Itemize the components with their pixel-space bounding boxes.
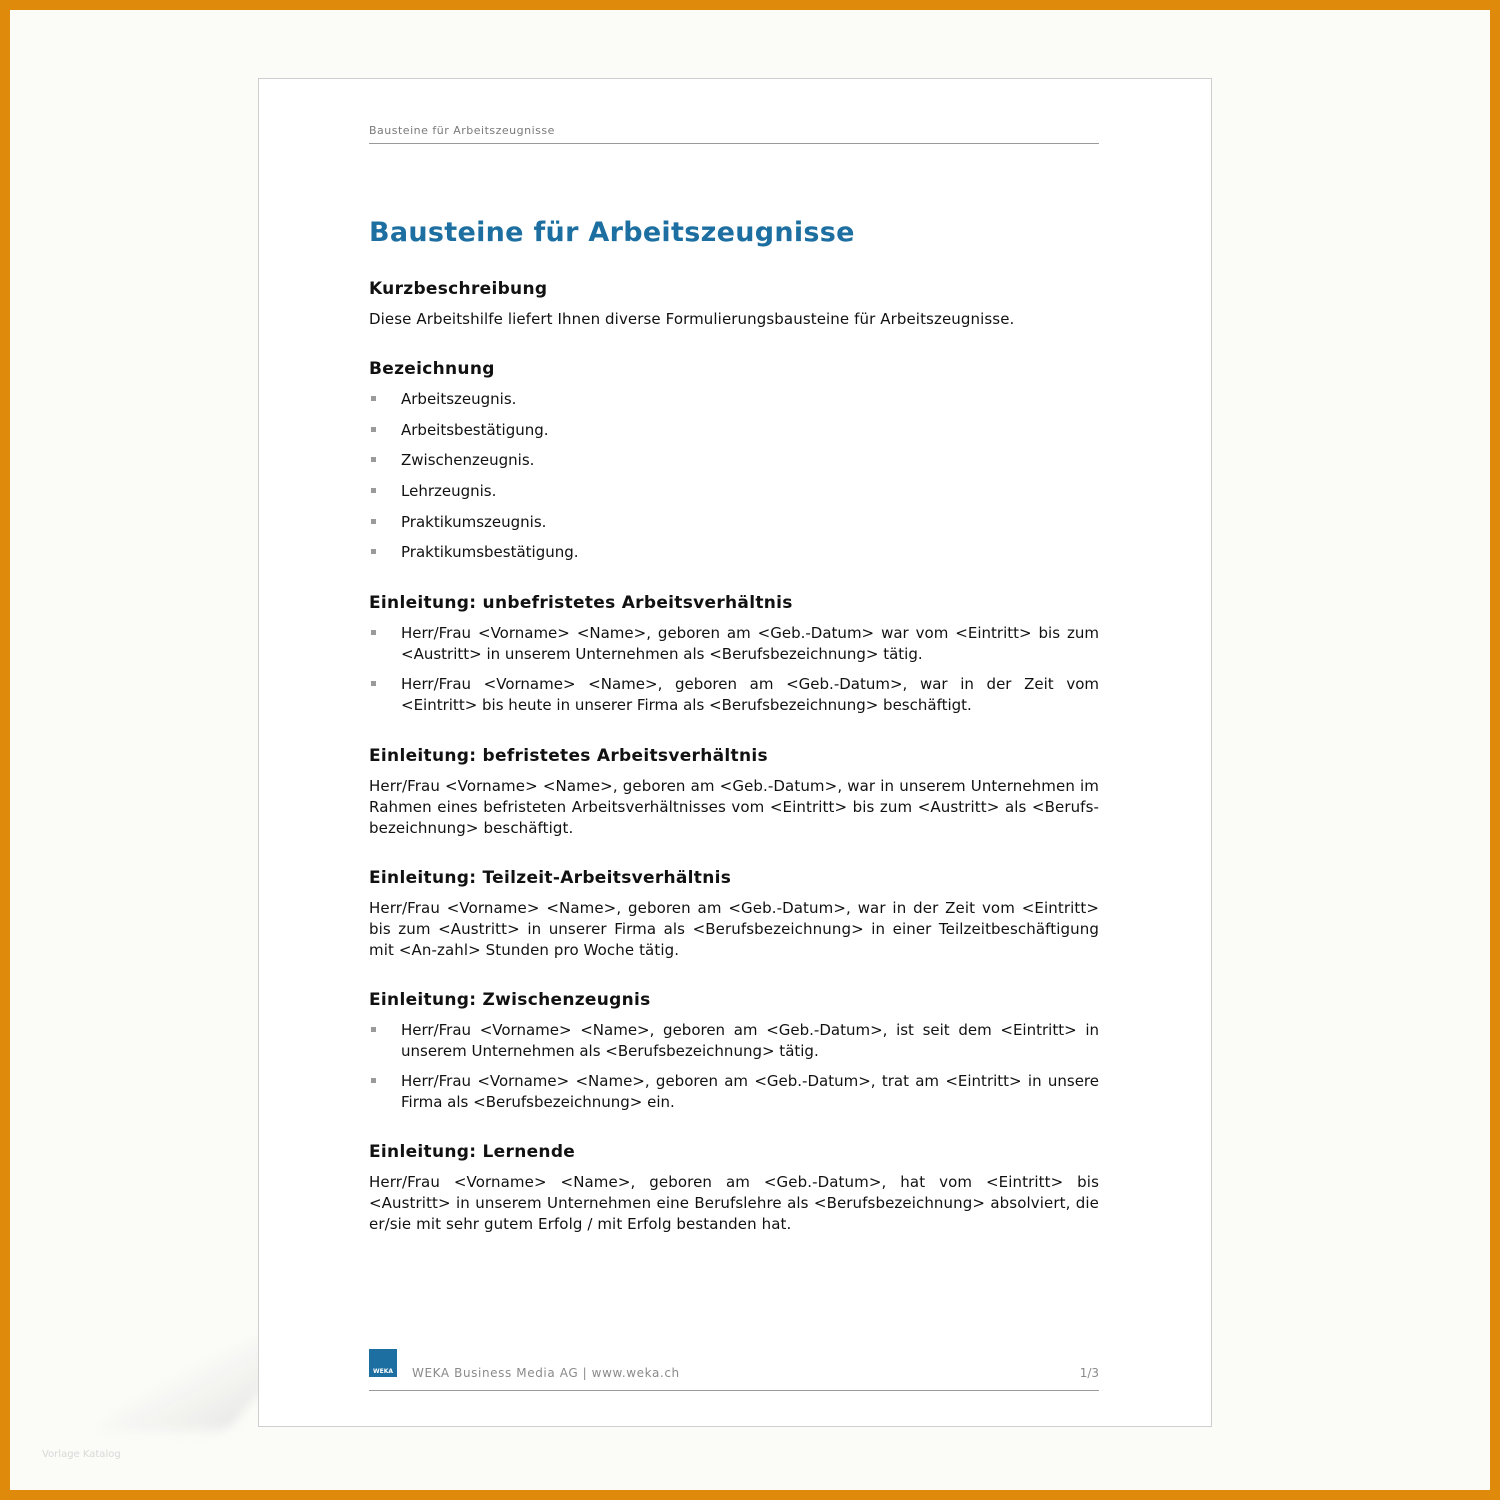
section-text: Herr/Frau <Vorname> <Name>, geboren am <Geb.-Datum>, hat vom <Eintritt> bis <Austritt> in unserem Unternehmen eine Berufslehre als <Berufsbezeichnung> absolviert, die er/sie mit sehr gutem Erfolg / mit Erfolg bestanden hat.: [369, 1173, 1099, 1233]
bullet-icon: [371, 1027, 376, 1032]
document-title: Bausteine für Arbeitszeugnisse: [369, 217, 855, 248]
section-heading: Einleitung: befristetes Arbeitsverhältnis: [369, 746, 768, 766]
bullet-icon: [371, 681, 376, 686]
section-heading: Einleitung: Lernende: [369, 1142, 576, 1162]
bullet-icon: [371, 549, 376, 554]
section-text: Herr/Frau <Vorname> <Name>, geboren am <Geb.-Datum>, war in unserem Unternehmen im Rahmen eines befristeten Arbeitsverhältnisses vom <Eintritt> bis zum <Austritt> als <Berufs-bezeichnung> beschäftigt.: [369, 777, 1099, 837]
bullet-icon: [371, 519, 376, 524]
section-heading: Einleitung: Zwischenzeugnis: [369, 990, 651, 1010]
section-befristet: [369, 745, 1099, 839]
weka-logo: WEKA: [369, 1349, 397, 1377]
bullet-icon: [371, 457, 376, 462]
running-head: Bausteine für Arbeitszeugnisse: [369, 124, 555, 137]
list-item: Arbeitszeugnis.: [369, 389, 1099, 410]
watermark: Vorlage Katalog: [42, 1449, 121, 1460]
section-heading: Kurzbeschreibung: [369, 279, 548, 299]
bullet-list: [369, 1020, 1099, 1113]
bullet-icon: [371, 630, 376, 635]
bullet-list: [369, 389, 1099, 563]
bullet-icon: [371, 427, 376, 432]
document-page: [258, 78, 1212, 1427]
footer-text: WEKA Business Media AG | www.weka.ch: [412, 1366, 680, 1380]
list-item: Lehrzeugnis.: [369, 481, 1099, 502]
section-heading: Einleitung: Teilzeit-Arbeitsverhältnis: [369, 868, 732, 888]
list-item: Herr/Frau <Vorname> <Name>, geboren am <Geb.-Datum> war vom <Eintritt> bis zum <Austritt> in unserem Unternehmen als <Berufsbezeichnung> tätig.: [369, 623, 1099, 665]
section-lernende: [369, 1141, 1099, 1235]
list-item: Herr/Frau <Vorname> <Name>, geboren am <Geb.-Datum>, war in der Zeit vom <Eintritt> bis heute in unserer Firma als <Berufsbezeichnung> beschäftigt.: [369, 674, 1099, 716]
bullet-icon: [371, 488, 376, 493]
bullet-icon: [371, 396, 376, 401]
list-item: Zwischenzeugnis.: [369, 450, 1099, 471]
section-heading: Einleitung: unbefristetes Arbeitsverhältnis: [369, 593, 793, 613]
list-item: Praktikumszeugnis.: [369, 512, 1099, 533]
page-number: 1/3: [1079, 1366, 1099, 1380]
section-zwischenzeugnis: [369, 989, 1099, 1122]
section-bezeichnung: [369, 358, 1099, 573]
list-item: Herr/Frau <Vorname> <Name>, geboren am <Geb.-Datum>, trat am <Eintritt> in unsere Firma als <Berufsbezeichnung> ein.: [369, 1071, 1099, 1113]
section-teilzeit: [369, 867, 1099, 961]
footer-rule: [369, 1390, 1099, 1391]
list-item: Praktikumsbestätigung.: [369, 542, 1099, 563]
section-text: Herr/Frau <Vorname> <Name>, geboren am <Geb.-Datum>, war in der Zeit vom <Eintritt> bis zum <Austritt> in unserer Firma als <Berufsbezeichnung> in einer Teilzeitbeschäftigung mit <An-zahl> Stunden pro Woche tätig.: [369, 899, 1099, 959]
bullet-list: [369, 623, 1099, 716]
section-kurzbeschreibung: [369, 278, 1099, 330]
header-rule: [369, 143, 1099, 144]
bullet-icon: [371, 1078, 376, 1083]
list-item: Herr/Frau <Vorname> <Name>, geboren am <Geb.-Datum>, ist seit dem <Eintritt> in unserem Unternehmen als <Berufsbezeichnung> tätig.: [369, 1020, 1099, 1062]
section-heading: Bezeichnung: [369, 359, 495, 379]
list-item: Arbeitsbestätigung.: [369, 420, 1099, 441]
section-unbefristet: [369, 592, 1099, 725]
section-text: Diese Arbeitshilfe liefert Ihnen diverse Formulierungsbausteine für Arbeitszeugnisse.: [369, 310, 1015, 328]
